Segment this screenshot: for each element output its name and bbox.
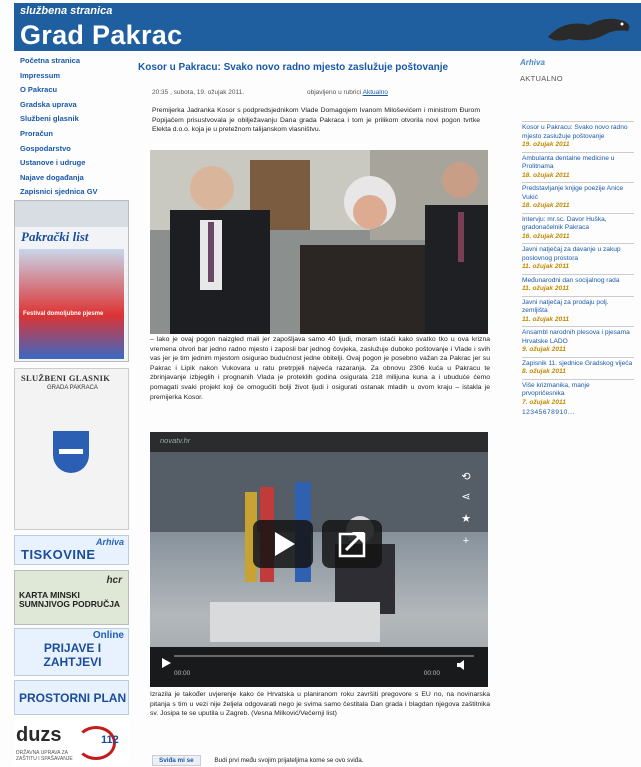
news-title[interactable]: Zapisnik 11. sjednice Gradskog vijeća [522, 359, 633, 367]
newspaper-cover-image [19, 249, 124, 359]
newspaper-header-strip [15, 201, 128, 227]
news-date: 11. ožujak 2011 [522, 263, 570, 270]
cover-headline: Festival domoljubne pjesme [23, 311, 104, 317]
nav-item-gospodarstvo[interactable]: Gospodarstvo [20, 143, 71, 153]
zahtjevi-line: ZAHTJEVI [43, 655, 102, 669]
news-date: 18. ožujak 2011 [522, 202, 570, 209]
time-total: 00:00 [423, 670, 440, 677]
news-item[interactable] [522, 274, 634, 294]
prijave-zahtjevi-label [25, 641, 120, 669]
news-date: 7. ožujak 2011 [522, 398, 566, 406]
duzs-caption: DRŽAVNA UPRAVA ZA ZAŠTITU I SPAŠAVANJE [16, 750, 73, 762]
facebook-like-bar [152, 755, 492, 766]
nav-item-o-pakracu[interactable]: O Pakracu [20, 85, 58, 95]
prostorni-plan-label: PROSTORNI PLAN [19, 691, 127, 705]
progress-bar[interactable] [174, 655, 474, 657]
video-control-bar [150, 647, 488, 687]
video-source-label: novatv.hr [160, 436, 191, 445]
site-title[interactable]: Grad Pakrac [20, 20, 183, 50]
news-list [522, 121, 634, 416]
news-date: 19. ožujak 2011 [522, 141, 570, 148]
article-body: – lako je ovaj pogon naizgled mali jer zapošljava samo 40 ljudi, moram istaći kako svatko tko u ova krizna vremena otvori bar jedno radno mjesto i zaposli bar jednog čovjeka, zaslužuje duboko poštovanje i Vlade i svih vas jer je tim jednim mjestom osigurao budućnost jedne obitelji. Ovaj pogon je posebno važan za Pakrac jer su Pakrac i Lipik nakon Vukovara u ratu pretrpjeli najveća razaranja. Za obnovu 2306 kuća u Pakracu te zbrinjavanje izbjeglih i prognanih Vlada je proteklih godina osigurala 218 milijuna kuna a i ubuduće ćemo pomagati svaki projekt koji će omogućiti bolji život ljudi i osigurati ostanak mladih u ovom kraju – istakla je premijerka Kosor. [150, 336, 490, 401]
news-item[interactable] [522, 357, 634, 377]
news-item[interactable] [522, 243, 634, 272]
online-prijave-banner[interactable] [14, 628, 129, 676]
article-time: 20:35 , subota, 19. ožujak 2011. [152, 89, 245, 96]
article-title[interactable]: Kosor u Pakracu: Svako novo radno mjesto zaslužuje poštovanje [138, 62, 449, 73]
news-title[interactable]: Ansambl narodnih plesova i pjesama Hrvatske LADO [522, 329, 630, 345]
news-title[interactable]: Više krizmanika, manje prvopričesnika [522, 381, 590, 397]
news-date: 18. ožujak 2011 [522, 171, 570, 179]
nav-item-sluzbeni-glasnik[interactable]: Službeni glasnik [20, 114, 79, 124]
news-title[interactable]: Međunarodni dan socijalnog rada [522, 276, 620, 284]
prostorni-plan-banner[interactable] [14, 680, 129, 715]
rubric-prefix: objavljeno u rubrici [307, 89, 362, 96]
news-date: 11. ožujak 2011 [522, 285, 570, 292]
online-label: Online [92, 630, 124, 641]
nav-item-najave[interactable]: Najave događanja [20, 172, 84, 182]
news-date: 16. ožujak 2011 [522, 232, 570, 240]
rubric-link[interactable]: Aktualno [362, 89, 388, 96]
pagination[interactable]: 12345678910... [522, 409, 575, 416]
nav-item-gradska-uprava[interactable]: Gradska uprava [20, 99, 77, 109]
play-icon [253, 520, 313, 568]
news-title[interactable]: Predstavljanje knjige poezije Anice Vukić [522, 185, 624, 201]
news-item[interactable] [522, 152, 634, 181]
glasnik-title: SLUŽBENI GLASNIK [21, 373, 111, 383]
news-title[interactable]: Intervju: mr.sc. Davor Huška, gradonačelnik Pakraca [522, 215, 607, 231]
news-item[interactable] [522, 379, 634, 408]
nav-item-ustanove[interactable]: Ustanove i udruge [20, 158, 86, 168]
pakracki-list-logo: Pakrački list [21, 229, 89, 244]
mine-map-label: KARTA MINSKI SUMNJIVOG PODRUČJA [19, 590, 121, 609]
mine-map-banner[interactable] [14, 570, 129, 625]
share-icon[interactable]: ⋖ [461, 491, 471, 503]
archive-heading[interactable]: Arhiva [520, 58, 545, 67]
nav-item-zapisnici[interactable]: Zapisnici sjednica GV [20, 187, 98, 197]
nav-item-impressum[interactable]: Impressum [20, 70, 61, 80]
right-sidebar [520, 55, 635, 83]
news-title[interactable]: Ambulanta dentalne medicine u Prolitnama [522, 154, 615, 170]
duzs-logo: duzs [16, 724, 62, 746]
glasnik-subtitle: GRADA PAKRACA [47, 385, 98, 391]
tiskovine-label: TISKOVINE [21, 547, 96, 562]
nav-item-proracun[interactable]: Proračun [20, 128, 53, 138]
news-date: 11. ožujak 2011 [522, 315, 570, 323]
star-icon[interactable]: ★ [461, 513, 471, 525]
nav-item-pocetna[interactable]: Početna stranica [20, 56, 81, 65]
pakracki-list-banner[interactable] [14, 200, 129, 362]
volume-icon[interactable] [456, 659, 468, 671]
marten-icon [544, 7, 634, 47]
header-subtitle: službena stranica [20, 5, 113, 17]
like-text: Budi prvi među svojim prijateljima kome se ovo sviđa. [214, 757, 364, 764]
external-link-icon [322, 520, 382, 568]
news-title[interactable]: Javni natječaj za prodaju polj. zemljišta [522, 298, 609, 314]
video-player[interactable] [150, 432, 488, 687]
play-button[interactable] [253, 520, 313, 568]
news-item[interactable] [522, 182, 634, 211]
watch-later-icon[interactable]: ⟲ [461, 471, 471, 483]
news-title[interactable]: Kosor u Pakracu: Svako novo radno mjesto zaslužuje poštovanje [522, 124, 628, 140]
play-small-icon[interactable] [160, 657, 172, 669]
hcr-logo: hcr [106, 575, 122, 586]
open-external-button[interactable] [322, 520, 382, 568]
news-date: 9. ožujak 2011 [522, 346, 566, 353]
prijave-line: PRIJAVE I [43, 641, 102, 655]
like-button[interactable]: Sviđa mi se [152, 755, 201, 766]
article [138, 54, 490, 134]
article-meta [152, 89, 482, 96]
main-nav [20, 54, 130, 200]
news-item[interactable] [522, 326, 634, 355]
news-title[interactable]: Javni natječaj za davanje u zakup poslovnog prostora [522, 246, 621, 262]
article-intro: Premijerka Jadranka Kosor s podpredsjednikom Vlade Domagojem Ivanom Miloševićem i ministrom Đurom Popijačem prisustvovala je obilježavanju Dana grada Pakraca i tom je prilikom otvorila novi pogon tvrtke Elekta d.o.o. koja je u pretežnom talijanskom vlasništvu. [152, 107, 480, 134]
add-icon[interactable]: + [462, 535, 470, 547]
article-photo [150, 150, 488, 334]
site-header [14, 3, 641, 51]
news-date: 8. ožujak 2011 [522, 368, 566, 375]
sluzbeni-glasnik-banner[interactable] [14, 368, 129, 530]
emergency-number: 112 [101, 734, 119, 746]
article-outro: Izrazila je također uvjerenje kako će Hrvatska u planiranom roku završiti pregovore s EU no, na novinarska pitanja s tim u vezi nije željela odgovarati nego je svima samo čestitala Dan grada i blagdan njegova zaštitnika sv. Josipa te se uputila u Zagreb. (Vesna Milković/Večernji list) [150, 691, 490, 718]
duzs-112-banner[interactable] [14, 720, 129, 765]
arhiva-label: Arhiva [95, 537, 124, 547]
news-item[interactable] [522, 121, 634, 150]
coat-of-arms-icon [53, 431, 89, 473]
news-item[interactable] [522, 213, 634, 242]
news-item[interactable] [522, 296, 634, 325]
arhiva-tiskovine-banner[interactable] [14, 535, 129, 565]
article-rubric [307, 89, 388, 96]
section-heading: AKTUALNO [520, 74, 563, 83]
time-elapsed: 00:00 [174, 670, 191, 677]
